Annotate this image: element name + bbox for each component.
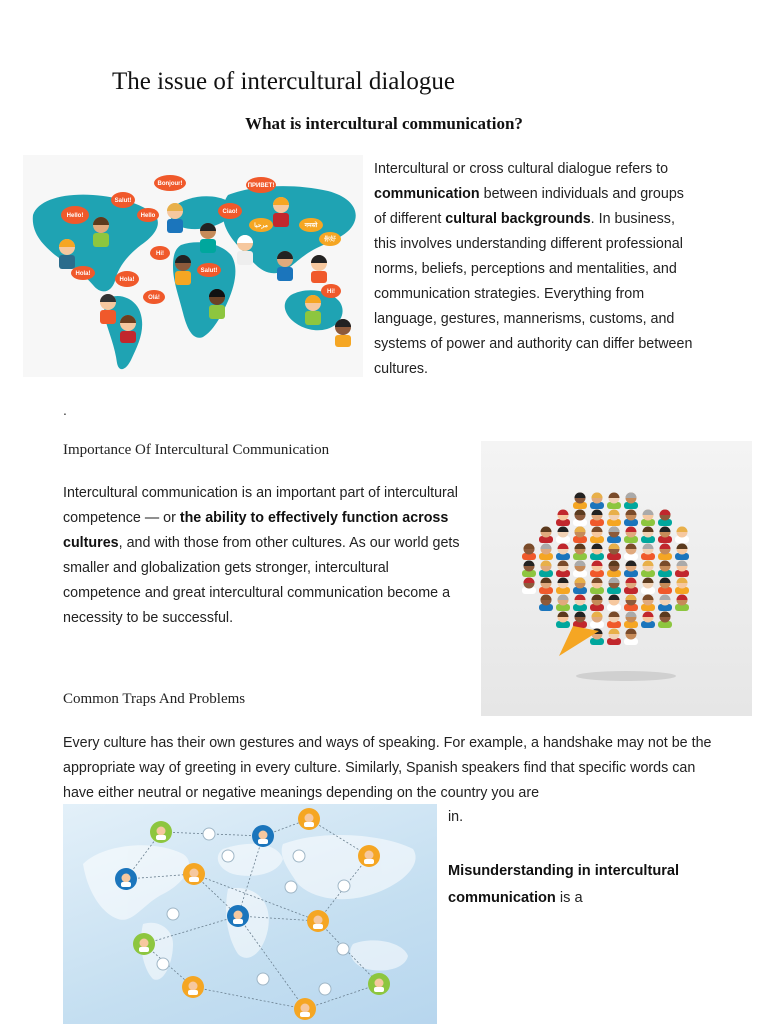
face-avatar xyxy=(590,612,604,629)
bubble-text: Bonjour! xyxy=(157,181,183,187)
face-avatar xyxy=(658,510,672,527)
section-heading-traps: Common Traps And Problems xyxy=(63,691,246,707)
face-avatar xyxy=(624,544,638,561)
section-heading-importance: Importance Of Intercultural Communication xyxy=(63,442,330,458)
face-avatar xyxy=(607,612,621,629)
face-avatar xyxy=(624,629,638,646)
face-avatar xyxy=(675,578,689,595)
network-node-icon xyxy=(150,821,172,843)
face-avatar xyxy=(675,527,689,544)
network-node-icon xyxy=(115,868,137,890)
face-avatar xyxy=(573,527,587,544)
face-avatar xyxy=(607,527,621,544)
speech-bubble-faces-image xyxy=(481,441,752,716)
bubble-text: Salut! xyxy=(114,198,132,204)
face-avatar xyxy=(590,544,604,561)
face-avatar xyxy=(556,595,570,612)
bubble-text: नमस्ते xyxy=(304,223,318,229)
network-small-icon xyxy=(337,943,349,955)
face-avatar xyxy=(675,544,689,561)
network-small-icon xyxy=(338,880,350,892)
bubble-text: Hello xyxy=(140,213,156,219)
bubble-text: مرحبا xyxy=(254,223,268,229)
face-avatar xyxy=(590,510,604,527)
bubble-text: ПРИВЕТ! xyxy=(247,183,275,189)
face-avatar xyxy=(556,612,570,629)
network-node-icon xyxy=(252,825,274,847)
face-avatar xyxy=(624,578,638,595)
network-node-icon xyxy=(227,905,249,927)
bubble-text: Hi! xyxy=(156,251,164,257)
network-map-image xyxy=(63,804,437,1024)
face-avatar xyxy=(658,561,672,578)
face-avatar xyxy=(522,544,536,561)
face-avatar xyxy=(607,544,621,561)
face-avatar xyxy=(556,527,570,544)
face-avatar xyxy=(641,612,655,629)
network-node-icon xyxy=(358,845,380,867)
network-node-icon xyxy=(298,808,320,830)
network-small-icon xyxy=(222,850,234,862)
bubble-text: Hola! xyxy=(75,271,91,277)
importance-paragraph: Intercultural communication is an important part of intercultural competence — or the ability to effectively function across cultures, and with those from other cultures. As our world gets smaller and globalization gets stronger, intercultural competence and great intercultural communication become a necessity to be successful. xyxy=(63,485,460,626)
bubble-text: Ciao! xyxy=(222,209,238,215)
network-small-icon xyxy=(319,983,331,995)
face-avatar xyxy=(641,527,655,544)
network-node-icon xyxy=(133,933,155,955)
network-node-icon xyxy=(294,998,316,1020)
face-avatar xyxy=(675,595,689,612)
traps-paragraph-end: in. xyxy=(448,809,464,825)
bubble-text: Salut! xyxy=(200,268,218,274)
face-avatar xyxy=(658,527,672,544)
bubble-text: Hola! xyxy=(119,277,135,283)
face-avatar xyxy=(641,595,655,612)
face-avatar xyxy=(556,578,570,595)
face-avatar xyxy=(590,561,604,578)
face-avatar xyxy=(607,578,621,595)
world-map-image xyxy=(23,155,363,377)
face-avatar xyxy=(522,578,536,595)
face-avatar xyxy=(624,561,638,578)
face-avatar xyxy=(573,493,587,510)
face-avatar xyxy=(573,510,587,527)
traps-paragraph: Every culture has their own gestures and ways of speaking. For example, a handshake may not be the appropriate way of greeting in every culture. Similarly, Spanish speakers find that specific words can have either neutral or negative meanings depending on the country you are xyxy=(63,735,712,801)
face-avatar xyxy=(675,561,689,578)
face-avatar xyxy=(607,510,621,527)
face-avatar xyxy=(539,561,553,578)
face-avatar xyxy=(658,612,672,629)
face-avatar xyxy=(556,510,570,527)
face-avatar xyxy=(607,595,621,612)
face-avatar xyxy=(641,544,655,561)
network-small-icon xyxy=(203,828,215,840)
bubble-text: Olá! xyxy=(148,295,160,301)
face-avatar xyxy=(522,561,536,578)
bubble-text: Hi! xyxy=(327,289,335,295)
network-small-icon xyxy=(285,881,297,893)
face-avatar xyxy=(590,493,604,510)
face-avatar xyxy=(658,578,672,595)
face-avatar xyxy=(573,595,587,612)
face-avatar xyxy=(658,595,672,612)
face-avatar xyxy=(607,493,621,510)
face-avatar xyxy=(590,578,604,595)
page-title: The issue of intercultural dialogue xyxy=(112,68,455,95)
face-avatar xyxy=(539,578,553,595)
face-avatar xyxy=(641,578,655,595)
face-avatar xyxy=(573,544,587,561)
network-small-icon xyxy=(167,908,179,920)
face-avatar xyxy=(556,544,570,561)
face-avatar xyxy=(641,561,655,578)
face-avatar xyxy=(624,595,638,612)
stray-dot: . xyxy=(63,402,67,418)
intro-paragraph: Intercultural or cross cultural dialogue refers to communication between individuals and groups of different cultural backgrounds. In business, this involves understanding different professional norms, beliefs, perceptions and mentalities, and communication strategies. Everything from language, gestures, mannerisms, customs, and systems of power and authority can differ between cultures. xyxy=(374,161,693,377)
face-avatar xyxy=(624,527,638,544)
face-avatar xyxy=(641,510,655,527)
face-avatar xyxy=(573,578,587,595)
face-avatar xyxy=(624,510,638,527)
misunderstanding-paragraph: Misunderstanding in intercultural communication is a xyxy=(448,863,680,906)
face-avatar xyxy=(658,544,672,561)
bubble-text: 你好 xyxy=(323,237,337,243)
face-avatar xyxy=(539,595,553,612)
network-node-icon xyxy=(183,863,205,885)
face-avatar xyxy=(573,612,587,629)
network-node-icon xyxy=(368,973,390,995)
network-small-icon xyxy=(293,850,305,862)
face-avatar xyxy=(624,612,638,629)
face-avatar xyxy=(607,629,621,646)
face-avatar xyxy=(573,561,587,578)
face-avatar xyxy=(624,493,638,510)
face-avatar xyxy=(539,544,553,561)
face-avatar xyxy=(590,595,604,612)
network-small-icon xyxy=(257,973,269,985)
face-avatar xyxy=(590,527,604,544)
network-node-icon xyxy=(182,976,204,998)
page-subtitle: What is intercultural communication? xyxy=(245,114,523,133)
face-avatar xyxy=(539,527,553,544)
network-small-icon xyxy=(157,958,169,970)
face-avatar xyxy=(556,561,570,578)
face-avatar xyxy=(607,561,621,578)
bubble-text: Hello! xyxy=(66,213,84,219)
network-node-icon xyxy=(307,910,329,932)
